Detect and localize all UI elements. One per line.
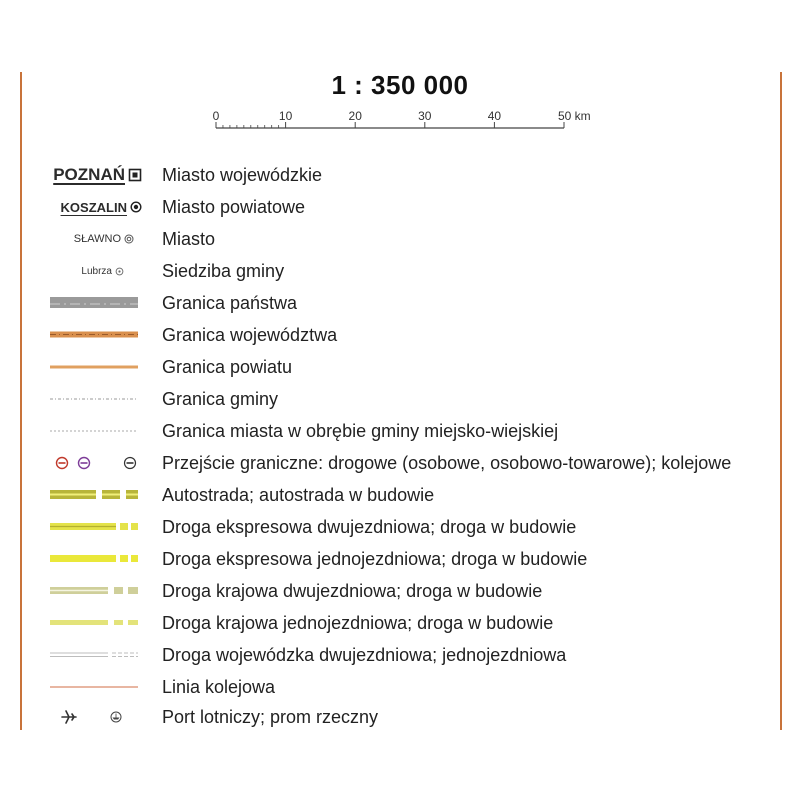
legend-label: Droga krajowa dwujezdniowa; droga w budowie (162, 581, 543, 601)
city-border-line-icon (28, 416, 154, 446)
legend-label: Droga ekspresowa jednojezdniowa; droga w budowie (162, 549, 588, 569)
county-city-icon (130, 201, 142, 213)
national-road-single-line-icon (28, 608, 154, 638)
scale-tick-label: 20 (348, 109, 362, 123)
commune-border-line-icon (28, 384, 154, 414)
county-border-line-icon (28, 352, 154, 382)
legend-label: Siedziba gminy (162, 261, 285, 281)
scale-tick-label: 10 (278, 109, 293, 123)
road-crossing-passenger-icon (57, 458, 68, 469)
legend-row-droga-krajowa-dwu (0, 576, 800, 606)
legend-row-autostrada (0, 480, 800, 510)
scale-tick-label: 0 (212, 109, 220, 123)
city-sample-commune: Lubrza (81, 265, 112, 277)
legend-row-droga-ekspresowa-jedno (0, 544, 800, 574)
legend-label: Miasto (162, 229, 216, 249)
city-sample-town: SŁAWNO (73, 233, 121, 245)
railway-line-icon (28, 672, 154, 702)
expressway-dual-line-icon (28, 512, 154, 542)
voivodeship-border-line-icon (28, 320, 154, 350)
commune-seat-icon (115, 267, 124, 276)
legend-label: Autostrada; autostrada w budowie (162, 485, 435, 505)
legend-label: Miasto wojewódzkie (162, 165, 323, 185)
voivodeship-road-line-icon (28, 640, 154, 670)
airport-icon (62, 711, 76, 723)
scale-bar (200, 104, 620, 136)
voivodeship-city-icon (128, 168, 142, 182)
legend-symbol (28, 256, 154, 286)
legend-row-miasto-wojewodzkie (0, 160, 800, 190)
legend-row-granica-miasta (0, 416, 800, 446)
legend-row-miasto-powiatowe (0, 192, 800, 222)
legend-label: Port lotniczy; prom rzeczny (162, 707, 379, 727)
national-road-dual-line-icon (28, 576, 154, 606)
river-ferry-icon (111, 712, 121, 722)
legend-row-granica-panstwa (0, 288, 800, 318)
rail-crossing-icon (125, 458, 136, 469)
scale-tick-label: 30 (418, 109, 432, 123)
legend-label: Droga wojewódzka dwujezdniowa; jednojezdniowa (162, 645, 567, 665)
motorway-line-icon (28, 480, 154, 510)
city-sample-voivodeship: POZNAŃ (53, 165, 125, 184)
scale-tick-label: 50 km (558, 109, 591, 123)
state-border-line-icon (28, 288, 154, 318)
legend-row-linia-kolejowa (0, 672, 800, 702)
scale-major-ticks (216, 122, 564, 128)
legend-row-granica-gminy (0, 384, 800, 414)
legend-symbol (28, 160, 154, 190)
legend-row-przejscie-graniczne (0, 448, 800, 478)
legend-label: Przejście graniczne: drogowe (osobowe, osobowo-towarowe); kolejowe (162, 453, 732, 473)
legend-label: Granica województwa (162, 325, 338, 345)
legend-row-granica-powiatu (0, 352, 800, 382)
legend-row-droga-wojewodzka (0, 640, 800, 670)
town-icon (124, 234, 134, 244)
legend-label: Granica gminy (162, 389, 279, 409)
legend-label: Granica państwa (162, 293, 298, 313)
legend-row-granica-wojewodztwa (0, 320, 800, 350)
legend-row-miasto (0, 224, 800, 254)
legend-label: Droga krajowa jednojezdniowa; droga w budowie (162, 613, 554, 633)
expressway-single-line-icon (28, 544, 154, 574)
legend-label: Granica powiatu (162, 357, 293, 377)
legend-symbol (28, 224, 154, 254)
legend-label: Granica miasta w obrębie gminy miejsko-wiejskiej (162, 421, 559, 441)
legend-row-droga-krajowa-jedno (0, 608, 800, 638)
road-crossing-freight-icon (79, 458, 90, 469)
legend-row-droga-ekspresowa-dwu (0, 512, 800, 542)
legend-label: Linia kolejowa (162, 677, 276, 697)
legend-row-port-lotniczy (0, 702, 800, 732)
airport-ferry-icons (28, 702, 154, 732)
scale-title: 1 : 350 000 (331, 70, 469, 100)
legend-symbol (28, 192, 154, 222)
legend-label: Droga ekspresowa dwujezdniowa; droga w budowie (162, 517, 577, 537)
city-sample-county: KOSZALIN (60, 199, 127, 215)
legend-row-siedziba-gminy (0, 256, 800, 286)
border-crossing-icons (28, 448, 154, 478)
legend-label: Miasto powiatowe (162, 197, 306, 217)
scale-tick-label: 40 (487, 109, 502, 123)
